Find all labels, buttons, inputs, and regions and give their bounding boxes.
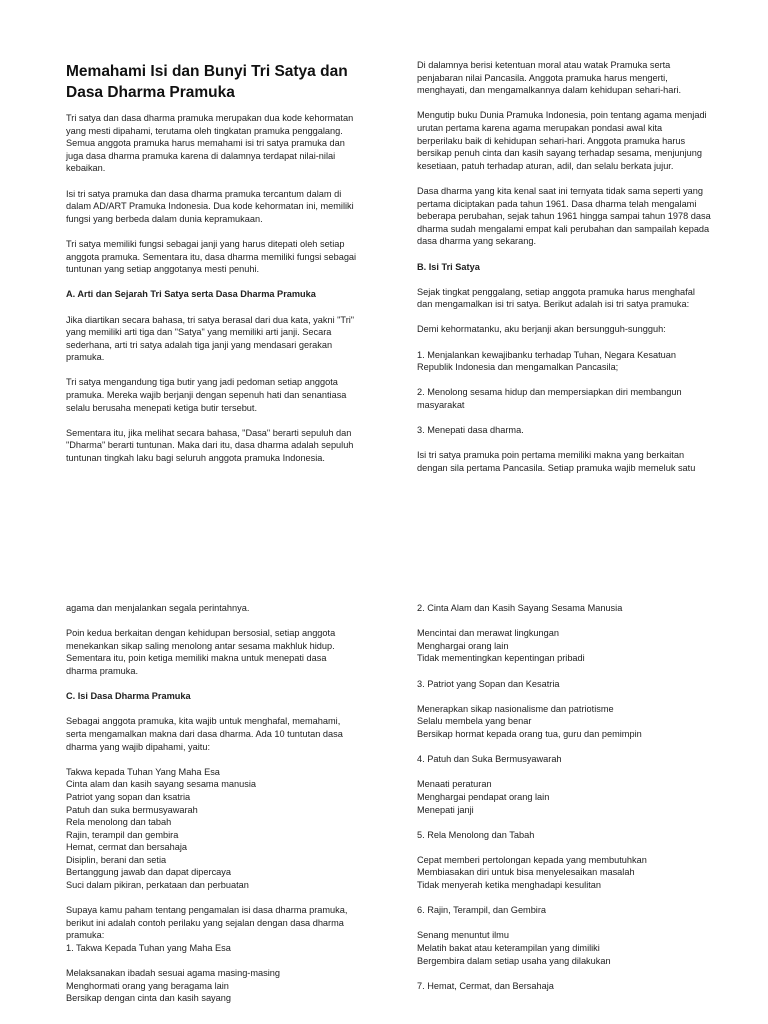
paragraph-gap [417, 311, 737, 324]
text-line: 1. Menjalankan kewajibanku terhadap Tuhan, Negara Kesatuan [417, 349, 676, 360]
text-line: Di dalamnya berisi ketentuan moral atau watak Pramuka serta [417, 60, 671, 70]
text-line: Bertanggung jawab dan dapat dipercaya [66, 867, 231, 878]
text-line: Mengutip buku Dunia Pramuka Indonesia, poin tentang agama menjadi [417, 110, 707, 121]
text-line: Sementara itu, poin ketiga memiliki makna untuk menepati dasa [66, 653, 327, 664]
text-line: dasa dharma yang sekarang. [417, 236, 537, 247]
column-bottom-left [66, 602, 384, 1005]
text-line: dengan sila pertama Pancasila. Setiap pramuka wajib memeluk satu [417, 463, 696, 473]
paragraph-gap [66, 364, 384, 377]
text-line: dharma sudah mengalami empat kali perubahan dan sampailah kepada [417, 223, 710, 234]
paragraph-gap [417, 412, 737, 425]
paragraph-gap [66, 678, 384, 691]
text-line: Cinta alam dan kasih sayang sesama manusia [66, 779, 256, 790]
paragraph-gap [417, 97, 737, 110]
column-bottom-right [417, 602, 737, 992]
text-line: Mencintai dan merawat lingkungan [417, 628, 559, 639]
text-line: dan mengamalkan isi tri satya. Berikut adalah isi tri satya pramuka: [417, 299, 690, 310]
paragraph-gap [417, 615, 737, 628]
paragraph-gap [417, 248, 737, 261]
text-line: pertama diciptakan pada tahun 1961. Dasa dharma telah mengalami [417, 198, 697, 209]
paragraph-gap [66, 225, 384, 238]
text-line: dalam AD/ART Pramuka Indonesia. Dua kode kehormatan ini, memiliki [66, 201, 354, 212]
paragraph-gap [417, 766, 737, 779]
column-body [66, 112, 384, 465]
text-line: beberapa perubahan, sejak tahun 1961 hingga sampai tahun 1978 dasa [417, 211, 711, 222]
column-top-right [417, 59, 737, 475]
section-heading: A. Arti dan Sejarah Tri Satya serta Dasa Dharma Pramuka [66, 289, 316, 300]
paragraph-gap [417, 437, 737, 450]
text-line: agama dan menjalankan segala perintahnya. [66, 603, 250, 613]
text-line: penjabaran nilai Pancasila. Anggota pramuka harus mengerti, [417, 72, 668, 83]
text-line: fungsi yang berbeda dalam dunia kepramukaan. [66, 213, 263, 224]
text-line: Senang menuntut ilmu [417, 930, 509, 941]
text-line: Tri satya dan dasa dharma pramuka merupakan dua kode kehormatan [66, 113, 354, 123]
text-line: menekankan sikap saling menolong antar sesama makhluk hidup. [66, 640, 335, 651]
text-line: masyarakat [417, 400, 465, 411]
paragraph-gap [66, 703, 384, 716]
paragraph-gap [417, 665, 737, 678]
text-line: 1. Takwa Kepada Tuhan yang Maha Esa [66, 943, 231, 954]
text-line: Supaya kamu paham tentang pengamalan isi dasa dharma pramuka, [66, 905, 348, 916]
text-line: bersikap penuh cinta dan kasih sayang terhadap sesama, menjunjung [417, 148, 703, 159]
text-line: 2. Menolong sesama hidup dan mempersiapkan diri membangun [417, 387, 682, 398]
text-line: Sementara itu, jika melihat secara bahasa, "Dasa" berarti sepuluh dan [66, 427, 352, 438]
text-line: Rajin, terampil dan gembira [66, 829, 179, 840]
text-line: Sebagai anggota pramuka, kita wajib untuk menghafal, memahami, [66, 716, 341, 727]
text-line: tuntunan yang setiap anggotanya mesti penuhi. [66, 264, 260, 275]
text-line: juga dasa dharma pramuka karena di dalamnya terdapat nilai-nilai [66, 150, 336, 161]
section-heading: B. Isi Tri Satya [417, 261, 480, 272]
text-line: Menghargai orang lain [417, 640, 509, 651]
column-body [66, 602, 384, 1005]
paragraph-gap [66, 615, 384, 628]
text-line: 6. Rajin, Terampil, dan Gembira [417, 905, 547, 916]
text-line: pramuka. [66, 352, 105, 363]
text-line: 3. Patriot yang Sopan dan Kesatria [417, 678, 560, 689]
paragraph-gap [66, 301, 384, 314]
paragraph-gap [417, 741, 737, 754]
text-line: Menerapkan sikap nasionalisme dan patriotisme [417, 703, 614, 714]
text-line: Menghormati orang yang beragama lain [66, 980, 229, 991]
text-line: Menaati peraturan [417, 779, 492, 790]
text-line: Patuh dan suka bermusyawarah [66, 804, 198, 815]
text-line: Menepati janji [417, 804, 474, 815]
column-body [417, 59, 737, 475]
text-line: Membiasakan diri untuk bisa menyelesaikan masalah [417, 867, 635, 878]
paragraph-gap [66, 955, 384, 968]
paragraph-gap [66, 892, 384, 905]
text-line: Sejak tingkat penggalang, setiap anggota pramuka harus menghafal [417, 286, 695, 297]
paragraph-gap [417, 374, 737, 387]
text-line: urutan pertama karena agama merupakan pondasi awal kita [417, 122, 663, 133]
text-line: tuntunan tingkah laku bagi seluruh anggota pramuka Indonesia. [66, 453, 325, 464]
text-line: Bersikap dengan cinta dan kasih sayang [66, 993, 231, 1004]
paragraph-gap [417, 892, 737, 905]
text-line: Isi tri satya pramuka poin pertama memiliki makna yang berkaitan [417, 450, 685, 461]
text-line: 4. Patuh dan Suka Bermusyawarah [417, 754, 562, 765]
text-line: selalu berusaha menepati ketiga butir tersebut. [66, 402, 258, 413]
paragraph-gap [417, 273, 737, 286]
text-line: Menghargai pendapat orang lain [417, 791, 550, 802]
text-line: menghayati, dan mengamalkannya dalam kehidupan sehari-hari. [417, 85, 682, 96]
text-line: anggota pramuka. Sementara itu, dasa dharma memiliki fungsi sebagai [66, 251, 357, 262]
text-line: serta mengamalkan makna dari dasa dharma. Ada 10 tuntutan dasa [66, 728, 343, 739]
paragraph-gap [417, 967, 737, 980]
text-line: "Dharma" berarti tuntunan. Maka dari itu, dasa dharma adalah sepuluh [66, 440, 354, 451]
text-line: Bersikap hormat kepada orang tua, guru dan pemimpin [417, 728, 642, 739]
column-body [417, 602, 737, 992]
paragraph-gap [417, 336, 737, 349]
text-line: dharma yang wajib dipahami, yaitu: [66, 741, 211, 752]
text-line: Isi tri satya pramuka dan dasa dharma pramuka tercantum dalam di [66, 188, 342, 199]
text-line: kesetiaan, patuh terhadap aturan, adil, dan selalu berkata jujur. [417, 160, 674, 171]
text-line: Patriot yang sopan dan ksatria [66, 791, 191, 802]
text-line: Rela menolong dan tabah [66, 817, 172, 828]
text-line: Hemat, cermat dan bersahaja [66, 842, 188, 853]
text-line: berikut ini adalah contoh perilaku yang sejalan dengan dasa dharma [66, 917, 344, 928]
column-top-left [66, 61, 384, 465]
text-line: 2. Cinta Alam dan Kasih Sayang Sesama Manusia [417, 603, 623, 613]
paragraph-gap [66, 276, 384, 289]
text-line: yang memiliki arti tiga dan "Satya" yang memiliki arti janji. Secara [66, 327, 332, 338]
text-line: dharma pramuka. [66, 665, 139, 676]
text-line: Demi kehormatanku, aku berjanji akan bersungguh-sungguh: [417, 324, 666, 335]
text-line: pramuka: [66, 930, 105, 941]
text-line: Tri satya memiliki fungsi sebagai janji yang harus ditepati oleh setiap [66, 238, 345, 249]
text-line: Melatih bakat atau keterampilan yang dimiliki [417, 943, 600, 954]
text-line: Disiplin, berani dan setia [66, 854, 167, 865]
page-title: Memahami Isi dan Bunyi Tri Satya dan Dasa Dharma Pramuka [66, 63, 348, 101]
paragraph-gap [417, 816, 737, 829]
section-heading: C. Isi Dasa Dharma Pramuka [66, 691, 191, 702]
text-line: Jika diartikan secara bahasa, tri satya berasal dari dua kata, yakni "Tri" [66, 314, 355, 325]
text-line: 3. Menepati dasa dharma. [417, 425, 524, 436]
text-line: Semua anggota pramuka harus memahami isi tri satya pramuka dan [66, 138, 345, 149]
text-line: Takwa kepada Tuhan Yang Maha Esa [66, 766, 220, 777]
text-line: 7. Hemat, Cermat, dan Bersahaja [417, 980, 554, 991]
paragraph-gap [417, 172, 737, 185]
text-line: kebaikan. [66, 163, 106, 174]
text-line: Cepat memberi pertolongan kepada yang membutuhkan [417, 854, 647, 865]
text-line: 5. Rela Menolong dan Tabah [417, 829, 535, 840]
page-break [0, 560, 768, 561]
text-line: Dasa dharma yang kita kenal saat ini ternyata tidak sama seperti yang [417, 185, 703, 196]
text-line: Tri satya mengandung tiga butir yang jadi pedoman setiap anggota [66, 377, 338, 388]
paragraph-gap [66, 414, 384, 427]
paragraph-gap [417, 841, 737, 854]
paragraph-gap [66, 753, 384, 766]
text-line: sederhana, arti tri satya adalah tiga janji yang mendasari gerakan [66, 339, 333, 350]
paragraph-gap [66, 175, 384, 188]
text-line: Melaksanakan ibadah sesuai agama masing-masing [66, 968, 280, 979]
text-line: Tidak menyerah ketika menghadapi kesulitan [417, 880, 602, 891]
text-line: berperilaku baik di kehidupan sehari-hari. Anggota pramuka harus [417, 135, 686, 146]
text-line: Tidak mementingkan kepentingan pribadi [417, 653, 585, 664]
paragraph-gap [417, 690, 737, 703]
text-line: Suci dalam pikiran, perkataan dan perbuatan [66, 880, 249, 891]
paragraph-gap [417, 917, 737, 930]
text-line: Selalu membela yang benar [417, 716, 532, 727]
text-line: Republik Indonesia dan mengamalkan Pancasila; [417, 362, 619, 373]
text-line: pramuka. Mereka wajib berjanji dengan sepenuh hati dan senantiasa [66, 390, 347, 401]
text-line: Bergembira dalam setiap usaha yang dilakukan [417, 955, 611, 966]
text-line: Poin kedua berkaitan dengan kehidupan bersosial, setiap anggota [66, 628, 336, 639]
text-line: yang mesti dipahami, terutama oleh tingkatan pramuka penggalang. [66, 125, 343, 136]
